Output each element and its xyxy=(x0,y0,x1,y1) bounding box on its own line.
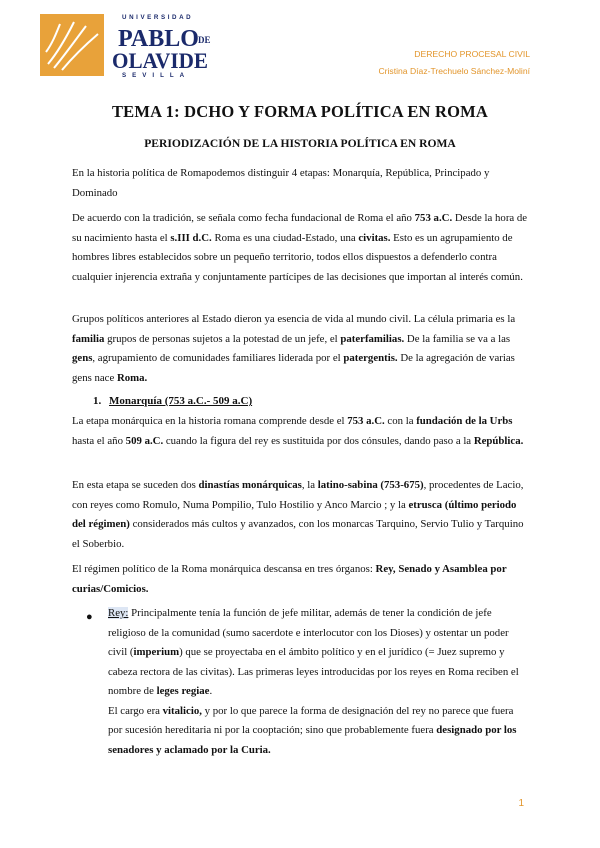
section-subtitle: PERIODIZACIÓN DE LA HISTORIA POLÍTICA EN ROMA xyxy=(144,137,456,150)
paragraph-groups: Grupos políticos anteriores al Estado dieron ya esencia de vida al mundo civil. La célula primaria es la familia grupos de personas sujetos a la potestad de un jefe, el paterfamilias. De la familia se va a las gens, agrupamiento de comunidades familiares liderada por el patergentis. De la agregación de varias gens nace Roma. xyxy=(72,313,516,384)
bullet-rey: Rey: Principalmente tenía la función de jefe militar, además de tener la condición de jefe religioso de la comunidad (sumo sacerdote e interlocutor con los Dioses) y ostentar un poder civil (imperium) que se proyectaba en el ámbito político y en el jurídico (= Juez supremo y cabeza rectora de las civitas). Las primeras leyes introducidas por los reyes en Roma reciben el nombre de leges regiae. El cargo era vitalicio, y por lo que parece la forma de designación del rey no parece que fuera por sucesión hereditaria ni por la cooptación; sino que probablemente fuera designado por los senadores y aclamado por la Curia. xyxy=(108,607,519,756)
course-name: DERECHO PROCESAL CIVIL xyxy=(414,49,530,59)
bullet-marker: ● xyxy=(86,611,93,623)
header-info xyxy=(378,46,530,80)
paragraph-organs: El régimen político de la Roma monárquica descansa en tres órganos: Rey, Senado y Asamblea por curias/Comicios. xyxy=(72,563,507,595)
logo-city: SEVILLA xyxy=(122,72,191,78)
section-heading-monarquia: 1. Monarquía (753 a.C.- 509 a.C) xyxy=(93,395,253,407)
paragraph-foundation: De acuerdo con la tradición, se señala como fecha fundacional de Roma el año 753 a.C. Desde la hora de su nacimiento hasta el s.III d.C. Roma es una ciudad-Estado, una civitas. Esto es un agrupamiento de hombres libres establecidos sobre un pequeño territorio, todos ellos dispuestos a defenderlo contra cualquier injerencia extraña y conjuntamente partícipes de las decisiones que importan al interés común. xyxy=(72,212,528,283)
page-number: 1 xyxy=(518,798,524,809)
logo-name-line1: PABLO xyxy=(118,26,199,52)
author-name: Cristina Díaz-Trechuelo Sánchez-Moliní xyxy=(378,66,530,76)
paragraph-stages xyxy=(72,164,532,203)
university-logo xyxy=(40,12,212,78)
rey-term: Rey: xyxy=(108,607,129,619)
logo-name-line2: OLAVIDE xyxy=(112,48,208,73)
logo-name-de: DE xyxy=(198,35,211,45)
page-title: TEMA 1: DCHO Y FORMA POLÍTICA EN ROMA xyxy=(111,102,489,121)
paragraph-dynasties: En esta etapa se suceden dos dinastías monárquicas, la latino-sabina (753-675), procedentes de Lacio, con reyes como Romulo, Numa Pompilio, Tulo Hostilio y Anco Marcio ; y la etrusca (último periodo del régimen) considerados más cultos y avanzados, con los monarcas Tarquino, Servio Tulio y Tarquino el Soberbio. xyxy=(72,479,524,550)
logo-top-text: UNIVERSIDAD xyxy=(122,14,194,21)
paragraph-monarchy-period: La etapa monárquica en la historia romana comprende desde el 753 a.C. con la fundación de la Urbs hasta el año 509 a.C. cuando la figura del rey es sustituida por dos cónsules, dando paso a la República. xyxy=(72,415,524,447)
paragraph-text: En la historia política de Romapodemos distinguir 4 etapas: Monarquía, República, Principado y Dominado xyxy=(72,167,490,199)
